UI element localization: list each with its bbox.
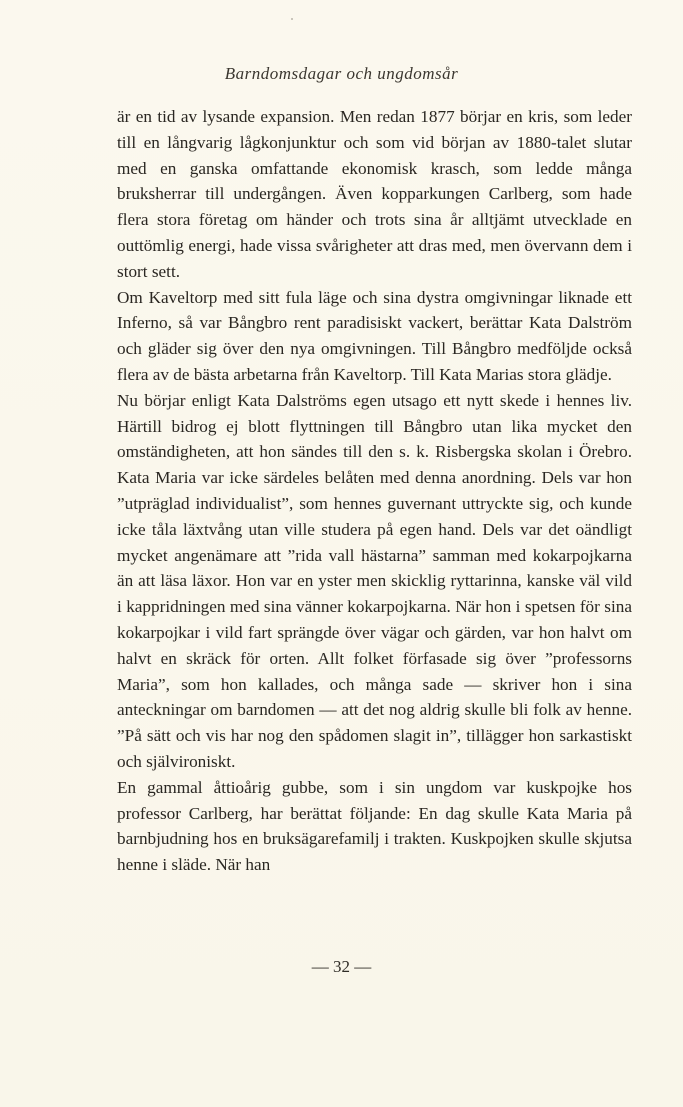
page-number: — 32 — <box>311 957 372 976</box>
paragraph-4: En gammal åttioårig gubbe, som i sin ungdom var kuskpojke hos professor Carlberg, har berättat följande: En dag skulle Kata Maria på barnbjudning hos en bruksägarefamilj i trakten. Kuskpojken skulle skjutsa henne i släde. När han <box>117 777 632 875</box>
paragraph-2: Om Kaveltorp med sitt fula läge och sina dystra omgivningar liknade ett Inferno, så var Bångbro rent paradisiskt vackert, berättar Kata Dalström och gläder sig över den nya omgivningen. Till Bångbro medföljde också flera av de bästa arbetarna från Kaveltorp. Till Kata Marias stora glädje. <box>117 287 632 384</box>
running-head: Barndomsdagar och ungdomsår <box>224 64 459 83</box>
paragraph-3: Nu börjar enligt Kata Dalströms egen utsago ett nytt skede i hennes liv. Härtill bidrog ej blott flyttningen till Bångbro utan lika mycket den omständigheten, att hon sändes till den s. k. Risbergska skolan i Örebro. Kata Maria var icke särdeles belåten med denna anordning. Dels var hon ”utpräglad individualist”, som hennes guvernant uttryckte sig, och kunde icke tåla läxtvång utan ville studera på egen hand. Dels var det oändligt mycket angenämare att ”rida vall hästarna” samman med kokarpojkarna än att läsa läxor. Hon var en yster men skicklig ryttarinna, kanske väl vild i kappridningen med sina vänner kokarpojkarna. När hon i spetsen för sina kokarpojkar i vild fart sprängde över vägar och gärden, var hon halvt om halvt en skräck för orten. Allt folket förfasade sig över ”professorns Maria”, som hon kallades, och många sade — skriver hon i sina anteckningar om barndomen — att det nog aldrig skulle bli folk av henne. ”På sätt och vis har nog den spådomen slagit in”, tillägger hon sarkastiskt och självironiskt. <box>117 390 632 771</box>
body-text <box>117 104 632 878</box>
paragraph-1: är en tid av lysande expansion. Men redan 1877 börjar en kris, som leder till en långvarig lågkonjunktur och som vid början av 1880-talet slutar med en ganska omfattande ekonomisk krasch, som ledde många bruksherrar till undergången. Även kopparkungen Carlberg, som hade flera stora företag om händer och trots sina år alltjämt utvecklade en outtömlig energi, hade vissa svårigheter att dras med, men övervann dem i stort sett. <box>117 107 632 281</box>
paper-speck <box>291 18 293 20</box>
